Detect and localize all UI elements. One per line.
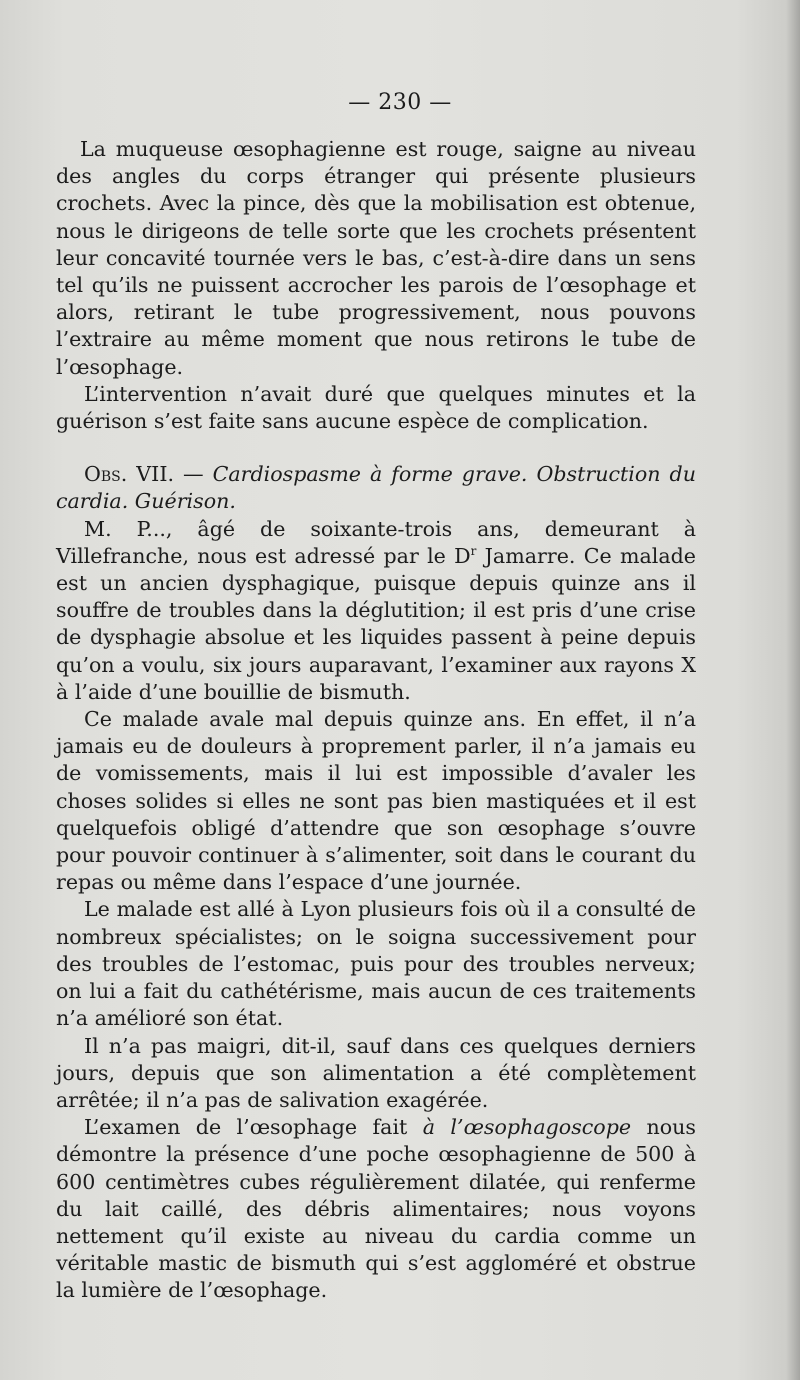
examination-start: L’examen de l’œsophage fait [84, 1115, 423, 1140]
page-edge-shadow [786, 0, 800, 1380]
observation-label: Obs. VII. — [84, 462, 204, 487]
paragraph-symptoms: Ce malade avale mal depuis quinze ans. En effet, il n’a jamais eu de douleurs à proprement parler, il n’a jamais eu de vomissements, mais il lui est impossible d’avaler les choses solides si elles ne sont pas bien mastiquées et il est quelquefois obligé d’attendre que son œsophage s’ouvre pour pouvoir continuer à s’alimenter, soit dans le courant du repas ou même dans l’espace d’une journée. [56, 707, 696, 895]
paragraph-extraction: La muqueuse œsophagienne est rouge, saigne au niveau des angles du corps étranger qui présente plusieurs crochets. Avec la pince, dès que la mobilisation est obtenue, nous le dirigeons de telle sorte que les crochets présentent leur concavité tournée vers le bas, c’est-à-dire dans un sens tel qu’ils ne puissent accrocher les parois de l’œsophage et alors, retirant le tube progressivement, nous pouvons l’extraire au même moment que nous retirons le tube de l’œsophage. [56, 137, 696, 379]
observation-heading [56, 461, 696, 515]
paragraph-examination [56, 1114, 696, 1304]
paragraph-weight: Il n’a pas maigri, dit-il, sauf dans ces quelques derniers jours, depuis que son alimentation a été complètement arrêtée; il n’a pas de salivation exagérée. [56, 1033, 696, 1112]
body-text [56, 136, 696, 1305]
paragraph-recovery: L’intervention n’avait duré que quelques minutes et la guérison s’est faite sans aucune espèce de complication. [56, 381, 696, 434]
doctor-superscript: r [470, 543, 477, 558]
paragraph-patient-intro [56, 516, 696, 706]
paragraph-treatments: Le malade est allé à Lyon plusieurs fois où il a consulté de nombreux spécialistes; on le soigna successivement pour des troubles de l’estomac, puis pour des troubles nerveux; on lui a fait du cathétérisme, mais aucun de ces traitements n’a amélioré son état. [56, 897, 696, 1031]
examination-end: nous démontre la présence d’une poche œsophagienne de 500 à 600 centimètres cubes régulièrement dilatée, qui renferme du lait caillé, des débris alimentaires; nous voyons nettement qu’il existe au niveau du cardia comme un véritable mastic de bismuth qui s’est aggloméré et obstrue la lumière de l’œsophage. [56, 1115, 696, 1303]
observation-title: Cardiospasme à forme grave. Obstruction du cardia. Guérison. [56, 462, 696, 514]
examination-italic: à l’œsophagoscope [422, 1115, 632, 1140]
patient-intro-start: M. P..., âgé de soixante-trois ans, demeurant à Villefranche, nous est adressé par le D [56, 516, 696, 568]
patient-intro-end: Jamarre. Ce malade est un ancien dysphagique, puisque depuis quinze ans il souffre de troubles dans la déglutition; il est pris d’une crise de dysphagie absolue et les liquides passent à peine depuis qu’on a voulu, six jours auparavant, l’examiner aux rayons X à l’aide d’une bouillie de bismuth. [56, 543, 696, 704]
page-number: — 230 — [348, 90, 452, 115]
